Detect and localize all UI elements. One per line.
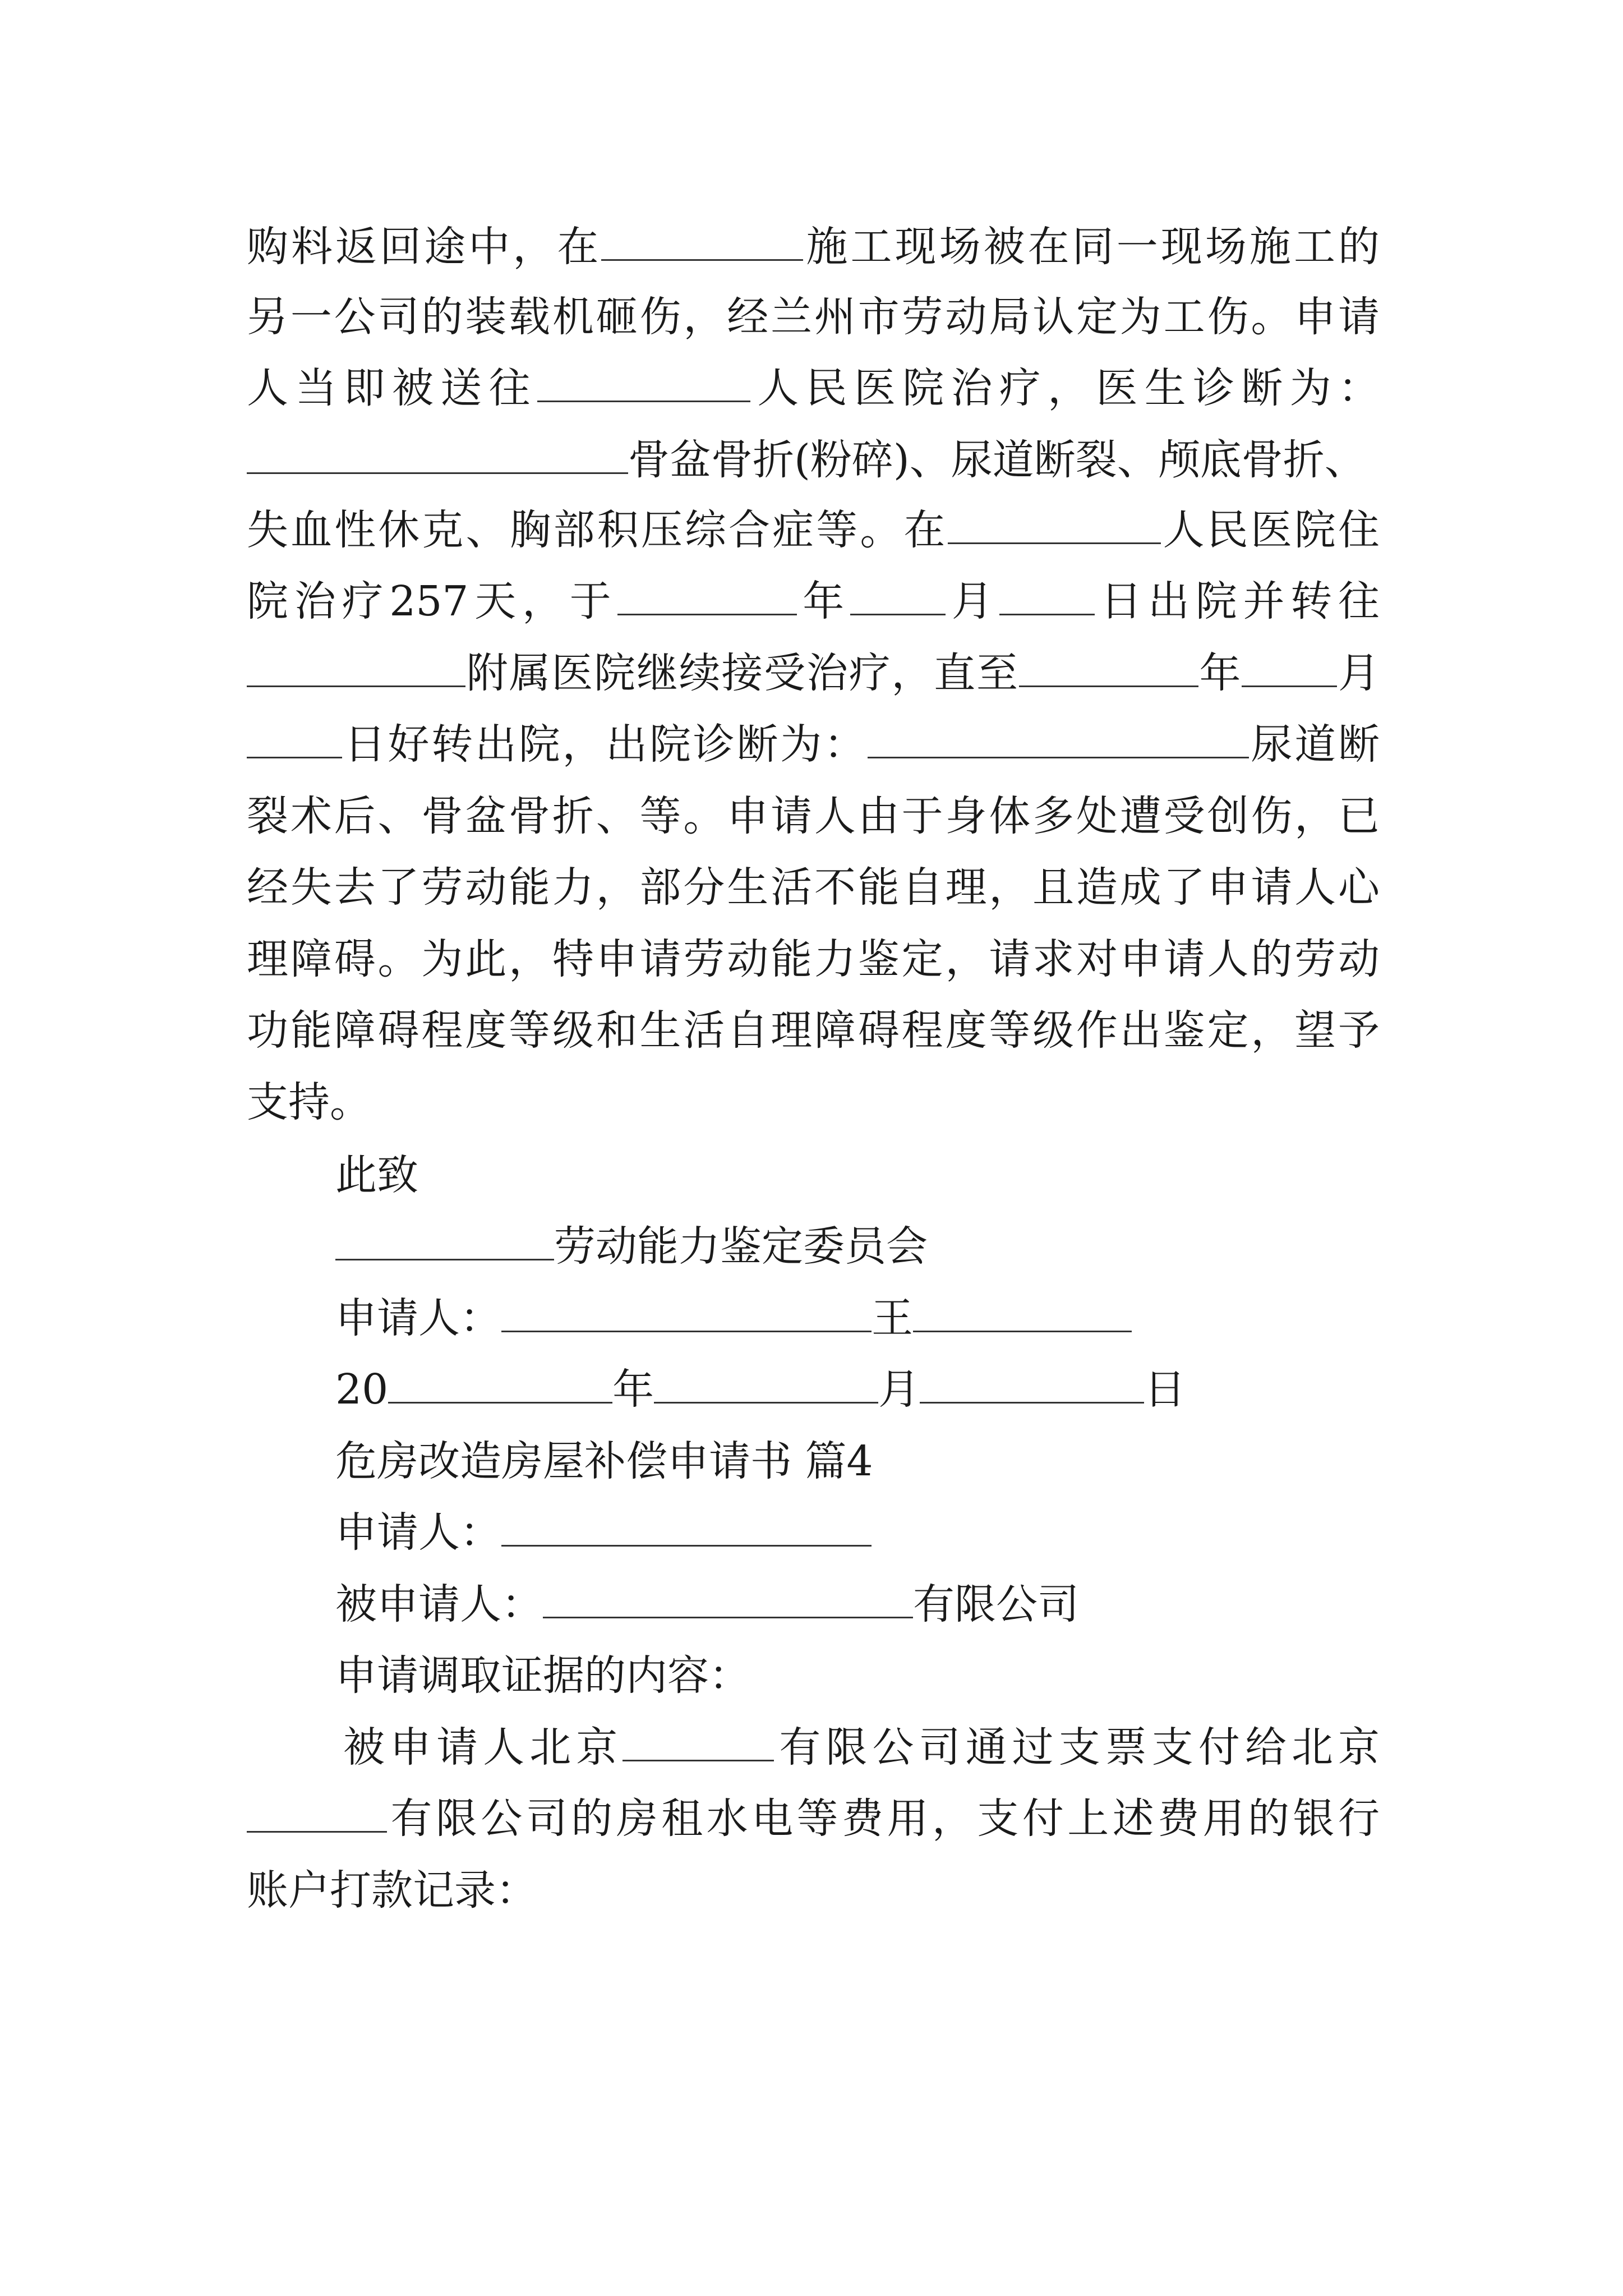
- text: 危房改造房屋补偿申请书 篇4: [335, 1437, 873, 1485]
- fill-blank: [388, 1363, 612, 1404]
- text: 被申请人：: [335, 1580, 543, 1628]
- text: 院治疗257天，于: [247, 577, 617, 625]
- body-line-9: [247, 785, 1380, 847]
- body-line-15: [247, 1788, 1380, 1849]
- text: 理障碍。为此，特申请劳动能力鉴定，请求对申请人的劳动: [247, 935, 1380, 983]
- fill-blank: [1019, 646, 1198, 687]
- salutation: [335, 1144, 1468, 1206]
- body-line-13: [247, 1071, 1380, 1133]
- body-line-14: [343, 1717, 1380, 1778]
- fill-blank: [501, 1506, 872, 1547]
- fill-blank: [850, 574, 946, 615]
- text: 日出院并转往: [1094, 577, 1380, 625]
- content-heading: [335, 1645, 1468, 1706]
- recipient-line: [335, 1216, 1468, 1277]
- fill-blank: [247, 717, 342, 758]
- fill-blank: [537, 361, 750, 402]
- applicant-signature-line: [335, 1287, 1468, 1349]
- text: 失血性休克、胸部积压综合症等。在: [247, 506, 948, 554]
- text: 日好转出院，出院诊断为：: [342, 720, 868, 769]
- body-line-5: [247, 499, 1380, 561]
- fill-blank: [247, 646, 465, 687]
- text: 支持。: [247, 1078, 371, 1126]
- fill-blank: [247, 1792, 387, 1833]
- fill-blank: [601, 220, 803, 261]
- text: 有限公司: [913, 1580, 1079, 1628]
- body-line-11: [247, 928, 1380, 990]
- text: 尿道断: [1248, 720, 1380, 769]
- text: 账户打款记录：: [247, 1866, 537, 1915]
- text: 日: [1144, 1365, 1186, 1414]
- fill-blank: [543, 1577, 913, 1618]
- body-line-7: [247, 642, 1380, 704]
- text: 年: [796, 577, 850, 625]
- text: 购料返回途中，在: [247, 223, 602, 271]
- respondent-line: [335, 1573, 1468, 1635]
- fill-blank: [247, 433, 628, 474]
- text: 施工现场被在同一现场施工的: [803, 223, 1380, 271]
- fill-blank: [501, 1291, 872, 1332]
- text: 裂术后、骨盆骨折、等。申请人由于身体多处遭受创伤，已: [247, 792, 1380, 840]
- applicant-line: [335, 1502, 1468, 1563]
- text: 月: [946, 577, 999, 625]
- text: 人民医院治疗，医生诊断为：: [750, 364, 1380, 412]
- text: 人民医院住: [1160, 506, 1380, 554]
- body-line-6: [247, 570, 1380, 632]
- fill-blank: [948, 503, 1161, 544]
- text: 经失去了劳动能力，部分生活不能自理，且造成了申请人心: [247, 863, 1380, 912]
- text: 功能障碍程度等级和生活自理障碍程度等级作出鉴定，望予: [247, 1006, 1380, 1055]
- text: 有限公司通过支票支付给北京: [774, 1723, 1380, 1772]
- text: 此致: [335, 1151, 418, 1199]
- section-heading: [335, 1430, 1468, 1492]
- text: 申请调取证据的内容：: [335, 1651, 750, 1700]
- text: 被申请人北京: [343, 1723, 623, 1772]
- text: 申请人：: [335, 1294, 501, 1342]
- text: 年: [612, 1365, 654, 1414]
- body-line-2: [247, 286, 1380, 348]
- text: 骨盆骨折(粉碎)、尿道断裂、颅底骨折、: [628, 436, 1366, 484]
- text: 王: [872, 1294, 913, 1342]
- text: 月: [878, 1365, 920, 1414]
- body-line-16: [247, 1860, 1380, 1921]
- text: 劳动能力鉴定委员会: [554, 1222, 928, 1271]
- fill-blank: [1242, 646, 1337, 687]
- text: 附属医院继续接受治疗，直至: [465, 649, 1019, 697]
- text: 人当即被送往: [247, 364, 537, 412]
- text: 另一公司的装载机砸伤，经兰州市劳动局认定为工伤。申请: [247, 293, 1380, 341]
- text: 申请人：: [335, 1508, 501, 1557]
- text: 有限公司的房租水电等费用，支付上述费用的银行: [387, 1795, 1380, 1843]
- fill-blank: [617, 574, 797, 615]
- body-line-12: [247, 1000, 1380, 1061]
- body-line-8: [247, 714, 1380, 775]
- body-line-4: [247, 429, 1380, 491]
- fill-blank: [335, 1220, 554, 1260]
- date-line: [335, 1359, 1468, 1420]
- fill-blank: [623, 1720, 774, 1761]
- body-line-3: [247, 357, 1380, 419]
- text: 年: [1198, 649, 1242, 697]
- fill-blank: [868, 717, 1249, 758]
- fill-blank: [999, 574, 1095, 615]
- text: 月: [1337, 649, 1380, 697]
- fill-blank: [920, 1363, 1144, 1404]
- body-line-1: [247, 216, 1380, 278]
- body-line-10: [247, 857, 1380, 918]
- fill-blank: [654, 1363, 878, 1404]
- fill-blank: [913, 1291, 1132, 1332]
- text: 20: [335, 1365, 389, 1414]
